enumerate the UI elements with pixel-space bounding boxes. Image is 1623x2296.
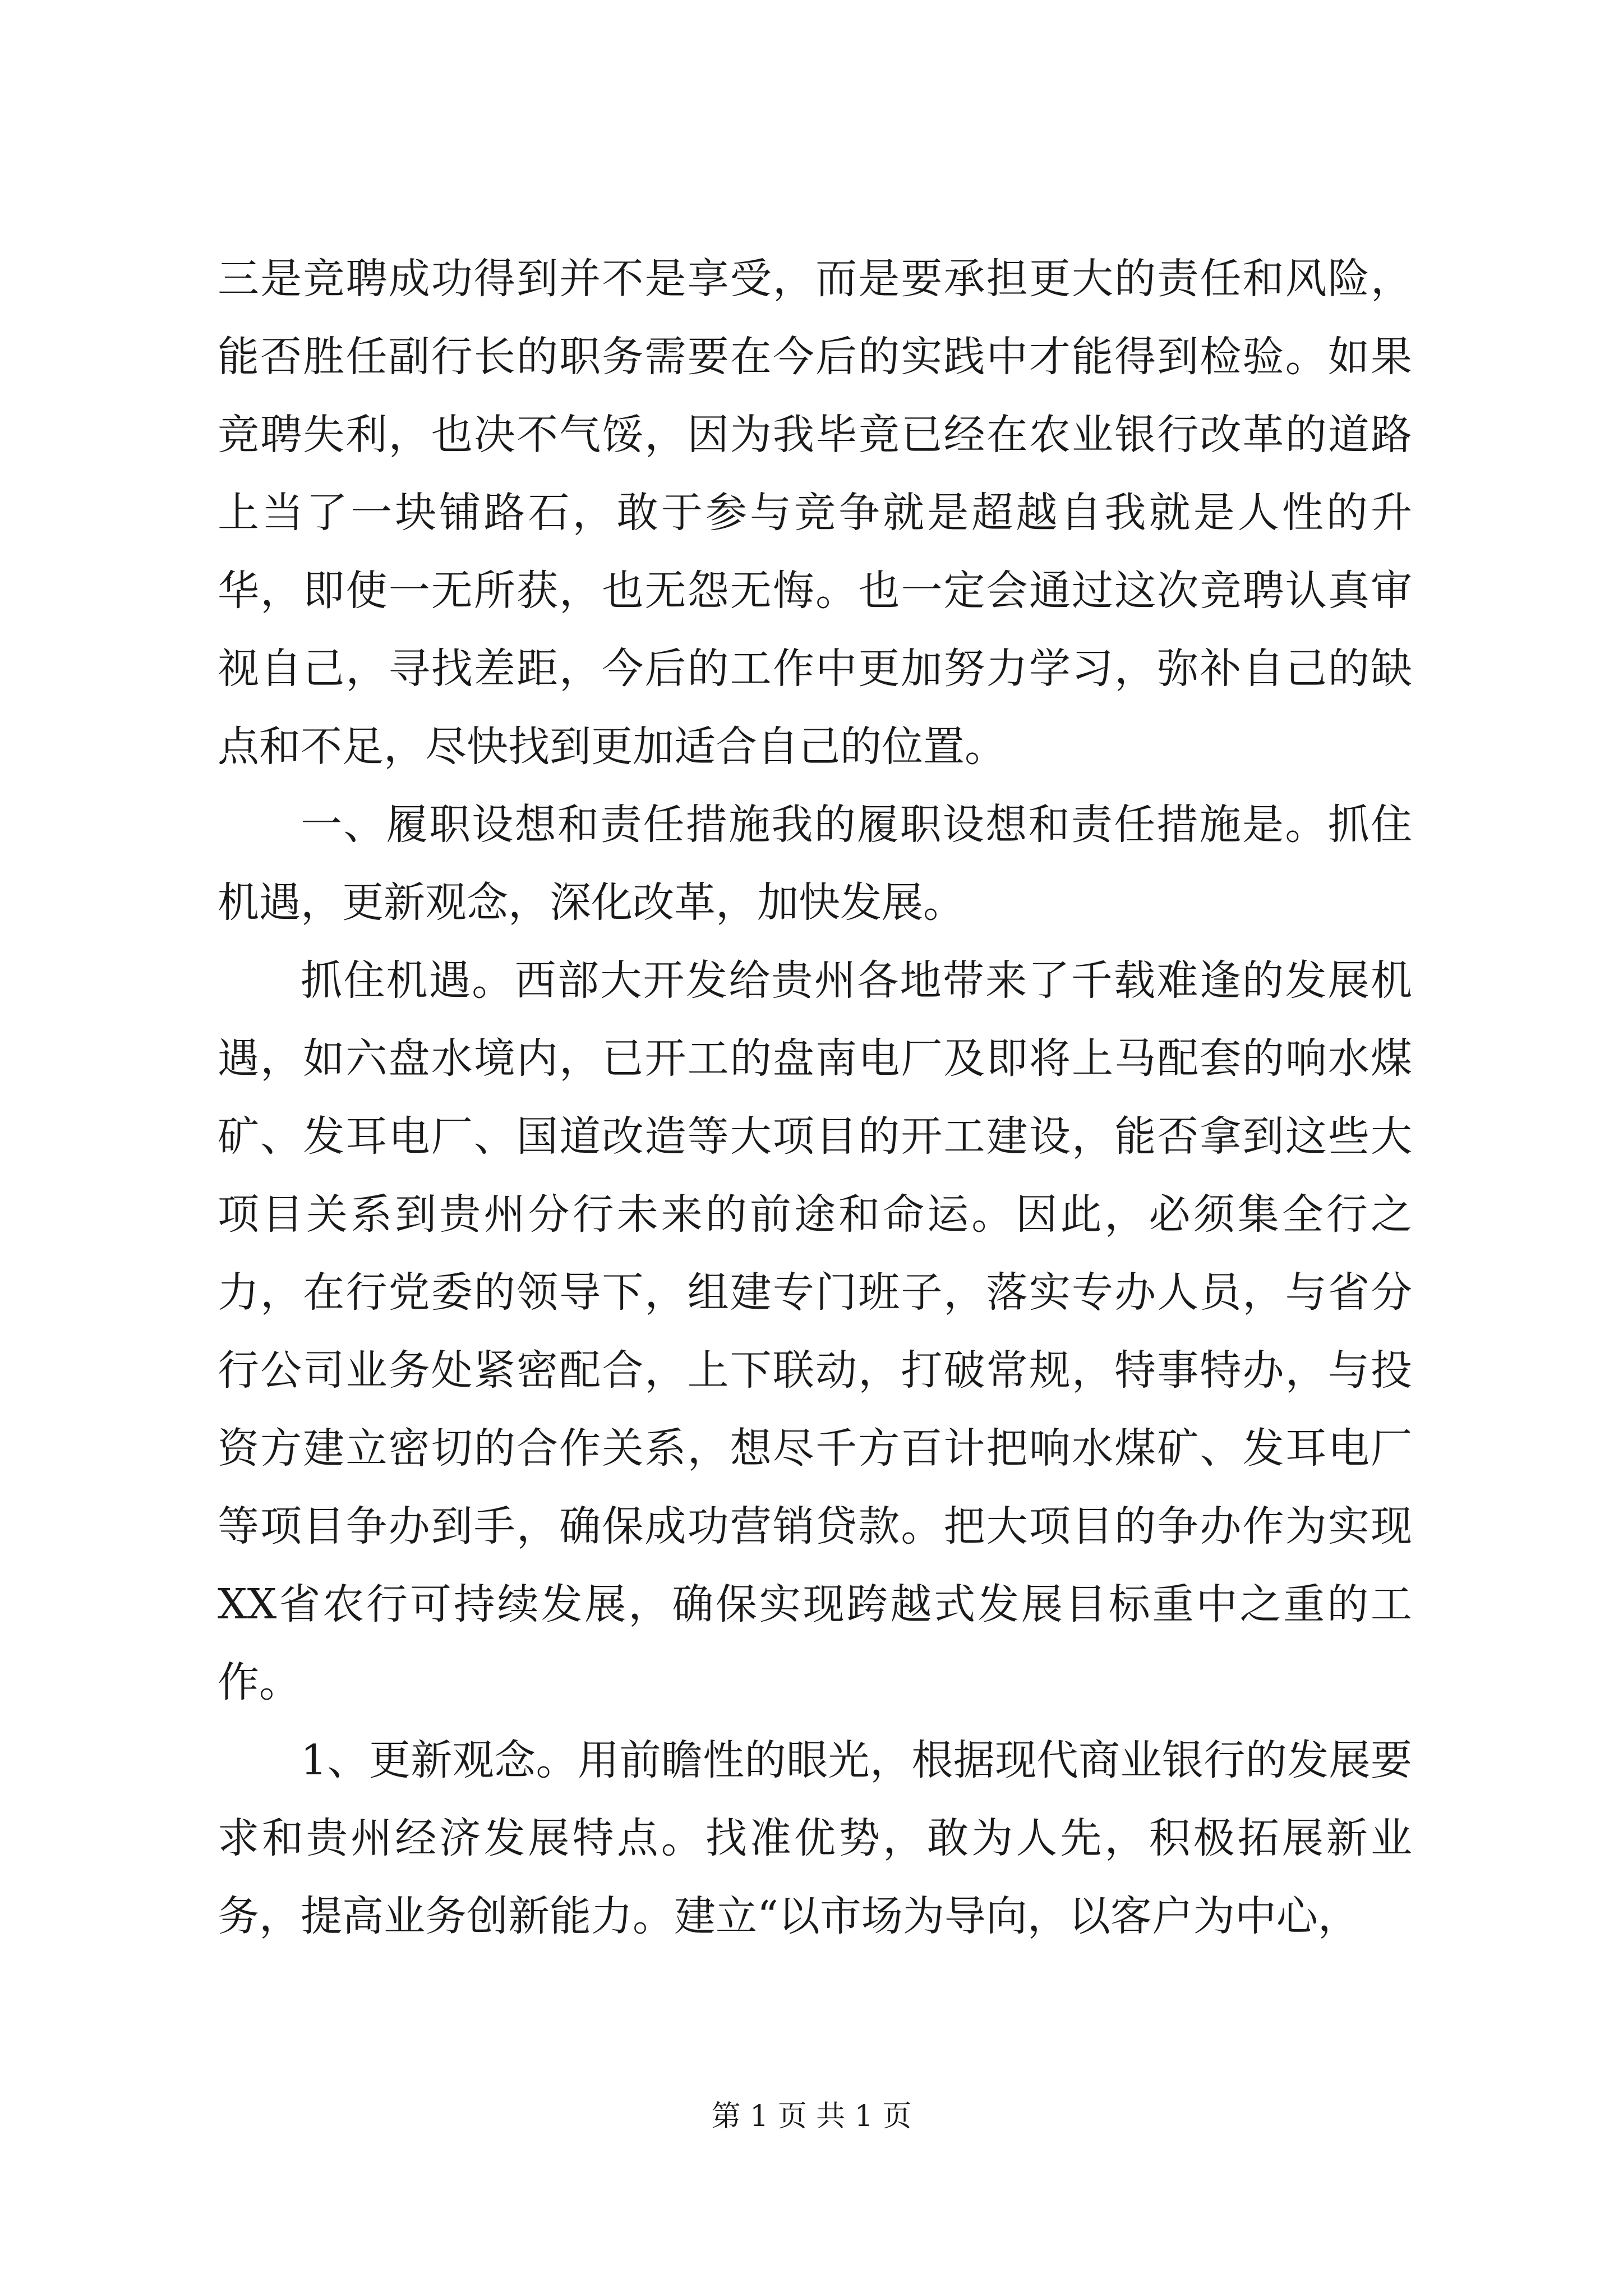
document-body xyxy=(218,240,1412,1955)
paragraph-1: 三是竞聘成功得到并不是享受，而是要承担更大的责任和风险，能否胜任副行长的职务需要在今后的实践中才能得到检验。如果竞聘失利，也决不气馁，因为我毕竟已经在农业银行改革的道路上当了一块铺路石，敢于参与竞争就是超越自我就是人性的升华，即使一无所获，也无怨无悔。也一定会通过这次竞聘认真审视自己，寻找差距，今后的工作中更加努力学习，弥补自己的缺点和不足，尽快找到更加适合自己的位置。 xyxy=(218,255,1412,771)
paragraph-2: 一、履职设想和责任措施我的履职设想和责任措施是。抓住机遇，更新观念，深化改革，加快发展。 xyxy=(218,800,1412,927)
paragraph-3: 抓住机遇。西部大开发给贵州各地带来了千载难逢的发展机遇，如六盘水境内，已开工的盘南电厂及即将上马配套的响水煤矿、发耳电厂、国道改造等大项目的开工建设，能否拿到这些大项目关系到贵州分行未来的前途和命运。因此，必须集全行之力，在行党委的领导下，组建专门班子，落实专办人员，与省分行公司业务处紧密配合，上下联动，打破常规，特事特办，与投资方建立密切的合作关系，想尽千方百计把响水煤矿、发耳电厂等项目争办到手，确保成功营销贷款。把大项目的争办作为实现XX省农行可持续发展，确保实现跨越式发展目标重中之重的工作。 xyxy=(218,956,1412,1706)
paragraph-4: 1、更新观念。用前瞻性的眼光，根据现代商业银行的发展要求和贵州经济发展特点。找准优势，敢为人先，积极拓展新业务，提高业务创新能力。建立“以市场为导向，以客户为中心， xyxy=(218,1736,1412,1940)
page-footer: 第 1 页 共 1 页 xyxy=(711,2100,912,2133)
